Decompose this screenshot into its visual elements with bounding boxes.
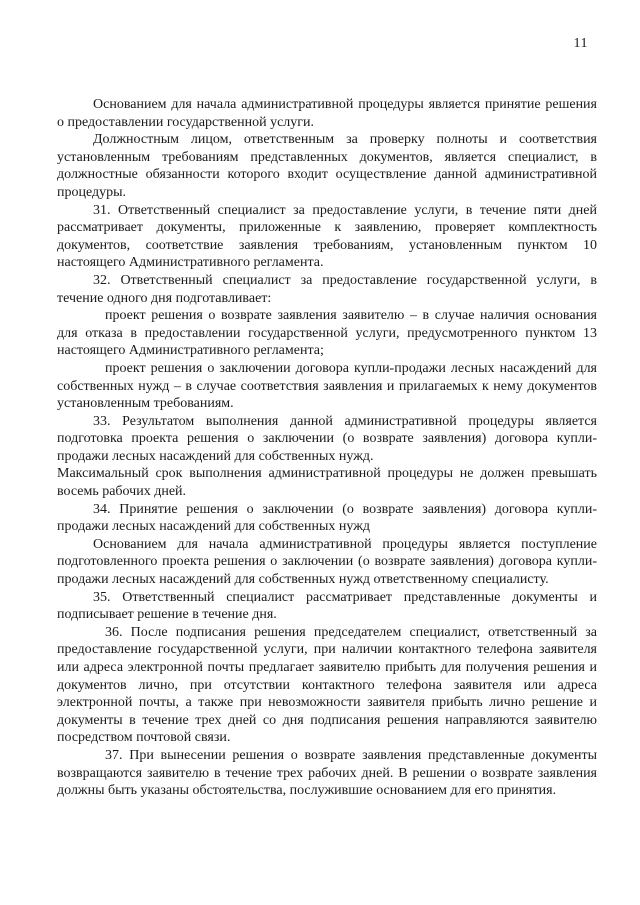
paragraph: 32. Ответственный специалист за предоставление государственной услуги, в течение одного дня подготавливает:: [57, 272, 597, 306]
paragraph: 34. Принятие решения о заключении (о возврате заявления) договора купли-продажи лесных насаждений для собственных нужд: [57, 501, 597, 535]
paragraph: проект решения о заключении договора купли-продажи лесных насаждений для собственных нужд – в случае соответствия заявления и прилагаемых к нему документов установленным требованиям.: [57, 360, 597, 412]
page-number: 11: [573, 36, 588, 51]
paragraph: 36. После подписания решения председателем специалист, ответственный за предоставление государственной услуги, при наличии контактного телефона заявителя или адреса электронной почты предлагает заявителю прибыть для получения решения и документов лично, при отсутствии контактного телефона заявителя или адреса электронной почты, а также при невозможности заявителя прибыть лично решение и документы в течение трех дней со дня подписания решения направляются заявителю посредством почтовой связи.: [57, 624, 597, 746]
paragraph: Максимальный срок выполнения административной процедуры не должен превышать восемь рабочих дней.: [57, 466, 597, 500]
paragraph: Основанием для начала административной процедуры является поступление подготовленного проекта решения о заключении (о возврате заявления) договора купли-продажи лесных насаждений для собственных нужд ответственному специалисту.: [57, 536, 597, 588]
paragraph: проект решения о возврате заявления заявителю – в случае наличия основания для отказа в предоставлении государственной услуги, предусмотренного пунктом 13 настоящего Административного регламента;: [57, 308, 597, 359]
paragraph: Должностным лицом, ответственным за проверку полноты и соответствия установленным требованиям представленных документов, является специалист, в должностные обязанности которого входит осуществление данной административной процедуры.: [57, 132, 597, 200]
paragraph: 33. Результатом выполнения данной административной процедуры является подготовка проекта решения о заключении (о возврате заявления) договора купли-продажи лесных насаждений для собственных нужд.: [57, 413, 597, 464]
document-body: [57, 96, 597, 800]
paragraph: Основанием для начала административной процедуры является принятие решения о предоставлении государственной услуги.: [57, 97, 597, 130]
paragraph: 37. При вынесении решения о возврате заявления представленные документы возвращаются заявителю в течение трех рабочих дней. В решении о возврате заявления должны быть указаны обстоятельства, послужившие основанием для его принятия.: [57, 747, 597, 799]
paragraph: 35. Ответственный специалист рассматривает представленные документы и подписывает решение в течение дня.: [57, 589, 597, 623]
paragraph: 31. Ответственный специалист за предоставление услуги, в течение пяти дней рассматривает документы, приложенные к заявлению, проверяет комплектность документов, соответствие заявления требованиям, установленным пунктом 10 настоящего Административного регламента.: [57, 202, 597, 271]
